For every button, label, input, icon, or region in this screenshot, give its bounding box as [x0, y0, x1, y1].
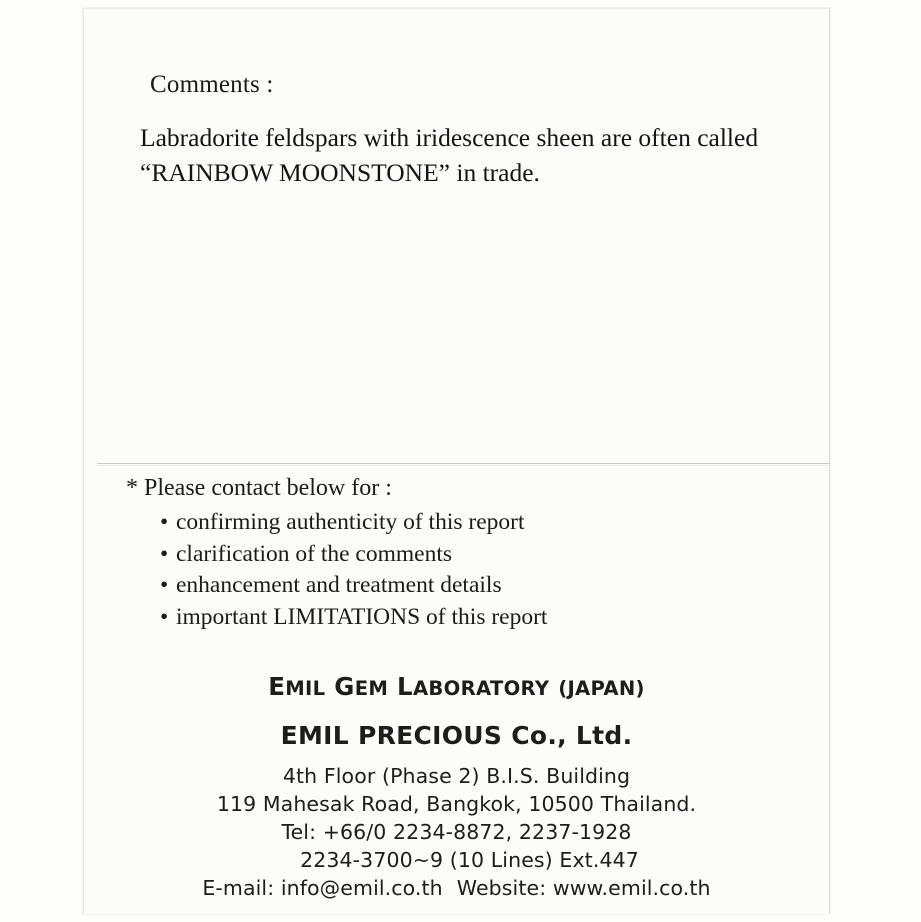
contact-intro-text: * Please contact below for : — [126, 475, 392, 501]
phone-line-2: 2234-3700~9 (10 Lines) Ext.447 — [300, 848, 639, 872]
phone-line-1: Tel: +66/0 2234-8872, 2237-1928 — [281, 820, 632, 844]
fold-divider-shadow — [97, 465, 830, 466]
comments-label: Comments : — [150, 71, 274, 98]
lab-name-em: EM — [354, 677, 389, 700]
list-item — [160, 602, 547, 634]
lab-name-g: G — [334, 672, 355, 701]
list-item-label: clarification of the comments — [176, 540, 453, 567]
email-label: E-mail: info@emil.co.th — [202, 876, 443, 900]
list-item-label: important LIMITATIONS of this report — [176, 603, 548, 630]
address-line-1: 4th Floor (Phase 2) B.I.S. Building — [282, 764, 631, 788]
website-label: Website: www.emil.co.th — [456, 876, 711, 900]
list-item — [160, 570, 547, 602]
list-item — [160, 507, 547, 539]
contact-reasons-list — [160, 507, 547, 633]
bullet-icon: • — [160, 603, 169, 630]
company-name — [83, 721, 830, 750]
lab-name-l: L — [397, 672, 413, 701]
list-item — [160, 539, 547, 571]
paper-top-edge — [83, 8, 830, 9]
list-item-label: enhancement and treatment details — [176, 572, 502, 598]
company-name-text: EMIL PRECIOUS Co., Ltd. — [280, 721, 633, 750]
fold-divider — [97, 463, 830, 464]
lab-name-aboratory: ABORATORY — [412, 677, 550, 700]
bullet-icon: • — [160, 572, 169, 598]
address-line-2: 119 Mahesak Road, Bangkok, 10500 Thailand. — [216, 792, 697, 816]
footer-block — [83, 672, 830, 902]
comments-text: Labradorite feldspars with iridescence sheen are often called “RAINBOW MOONSTONE” in trade. — [140, 123, 759, 187]
list-item-label: confirming authenticity of this report — [176, 509, 525, 535]
bullet-icon: • — [160, 509, 169, 535]
lab-name-japan: (JAPAN) — [558, 677, 645, 700]
contact-line-email-website — [83, 874, 830, 902]
bullet-icon: • — [160, 540, 169, 567]
lab-name-e: E — [268, 672, 286, 701]
lab-name-mil: MIL — [285, 677, 326, 700]
laboratory-name — [83, 672, 830, 701]
